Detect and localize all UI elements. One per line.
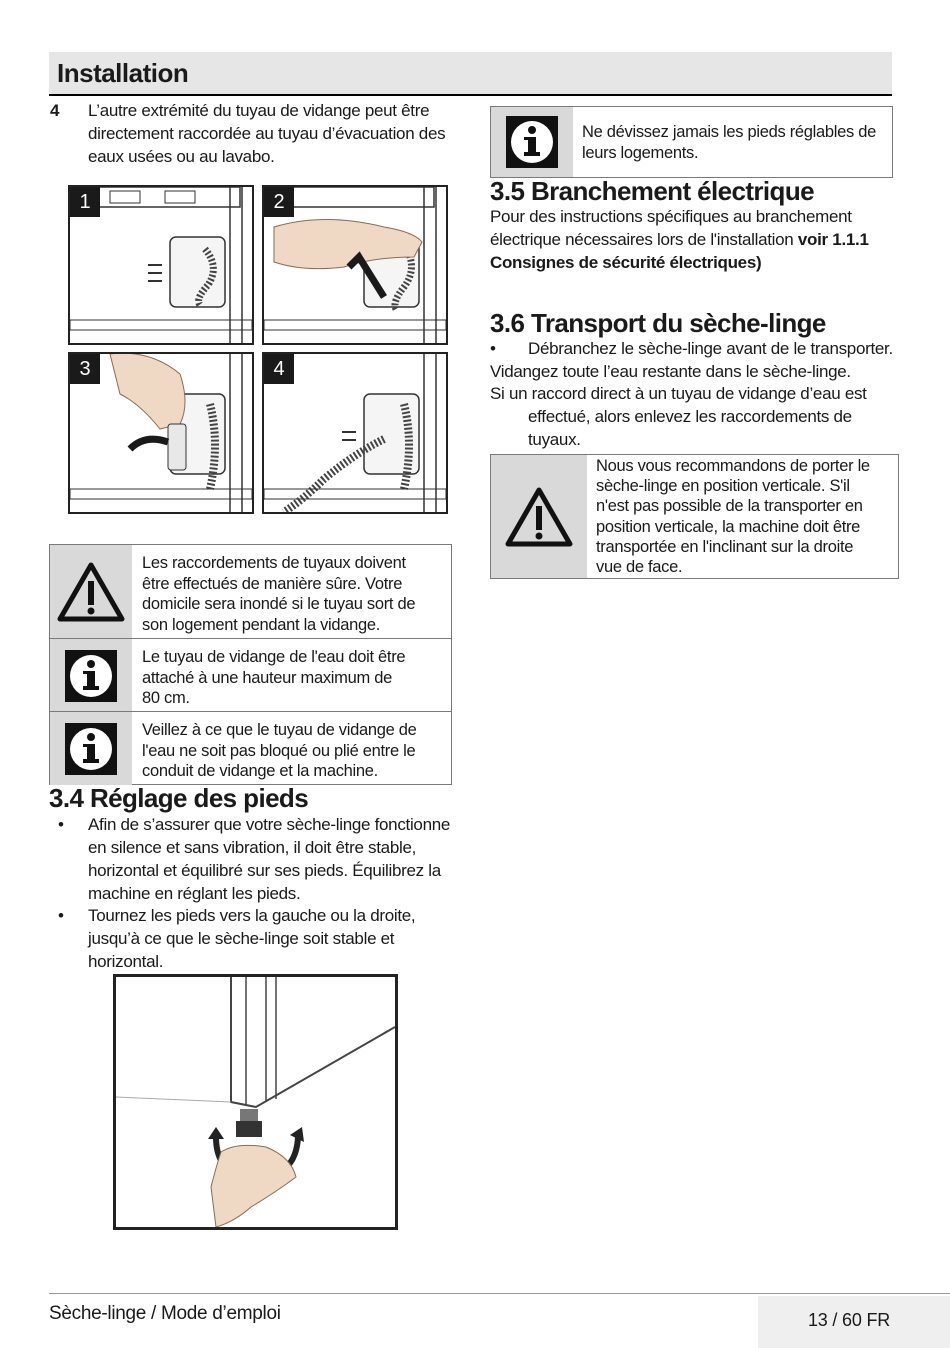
note-line: Les raccordements de tuyaux doivent <box>142 554 406 572</box>
note-line: domicile sera inondé si le tuyau sort de <box>142 595 416 613</box>
top-info-note <box>490 106 893 178</box>
info-note <box>50 711 451 785</box>
warning-note <box>50 545 451 638</box>
panel-number: 1 <box>70 187 100 217</box>
section-3-6-line-4: effectué, alors enlevez les raccordements de <box>528 407 852 426</box>
section-heading-3-5: 3.5 Branchement électrique <box>490 176 814 206</box>
note-line: être effectués de manière sûre. Votre <box>142 574 403 593</box>
bullet-1-line-2: en silence et sans vibration, il doit être stable, <box>88 838 417 857</box>
note-line: Veillez à ce que le tuyau de vidange de <box>142 721 417 739</box>
bullet-1-line-3: horizontal et équilibré sur ses pieds. Équilibrez la <box>88 861 441 880</box>
note-line: sèche-linge en position verticale. S'il <box>596 477 850 496</box>
info-icon <box>65 723 117 775</box>
info-icon <box>65 650 117 702</box>
note-line: position verticale, la machine doit être <box>596 517 861 536</box>
page-title: Installation <box>57 58 189 88</box>
icon-cell <box>491 107 573 177</box>
cross-reference-link: voir 1.1.1 <box>797 230 869 249</box>
icon-cell <box>50 712 132 785</box>
section-3-5-line-1: Pour des instructions spécifiques au branchement <box>490 207 852 226</box>
footer-divider <box>49 1293 950 1294</box>
bullet-2-line-2: jusqu’à ce que le sèche-linge soit stable et <box>88 929 395 948</box>
warning-triangle-icon <box>504 486 574 548</box>
step-text-line-2: directement raccordée au tuyau d’évacuation des <box>88 124 446 143</box>
page-number: 13 / 60 FR <box>808 1310 891 1330</box>
notes-box <box>49 544 452 785</box>
info-note <box>50 638 451 712</box>
section-3-6-line-2: Vidangez toute l’eau restante dans le sèche-linge. <box>490 362 851 381</box>
bullet-icon: • <box>58 815 64 834</box>
note-line: attaché à une hauteur maximum de <box>142 668 392 687</box>
footer-document-title: Sèche-linge / Mode d’emploi <box>49 1303 281 1324</box>
panel-number: 2 <box>264 187 294 217</box>
note-line: son logement pendant la vidange. <box>142 615 381 634</box>
info-icon <box>506 116 558 168</box>
note-line: Nous vous recommandons de porter le <box>596 457 870 475</box>
drain-hose-illustration-1 <box>68 185 254 345</box>
drain-hose-illustration-2 <box>262 185 448 345</box>
foot-adjustment-illustration <box>113 974 398 1230</box>
icon-cell <box>50 639 132 712</box>
bullet-icon: • <box>490 339 496 358</box>
note-line: Le tuyau de vidange de l'eau doit être <box>142 648 406 666</box>
section-heading-3-6: 3.6 Transport du sèche-linge <box>490 308 826 338</box>
step-text-line-3: eaux usées ou au lavabo. <box>88 147 275 166</box>
panel-number: 4 <box>264 354 294 384</box>
transport-warning-note <box>490 454 899 579</box>
drain-hose-illustration-3 <box>68 352 254 514</box>
step-number: 4 <box>50 101 60 120</box>
section-3-5-line-2 <box>490 228 869 251</box>
note-line: l'eau ne soit pas bloqué ou plié entre le <box>142 741 416 760</box>
foot-adjustment-drawing <box>116 977 395 1227</box>
section-3-5-line-3: Consignes de sécurité électriques) <box>490 253 762 272</box>
bullet-icon: • <box>58 906 64 925</box>
bullet-1-line-1: Afin de s’assurer que votre sèche-linge fonctionne <box>88 815 451 834</box>
icon-cell <box>50 545 132 638</box>
note-line: vue de face. <box>596 558 683 577</box>
note-line: conduit de vidange et la machine. <box>142 762 378 780</box>
warning-triangle-icon <box>56 561 126 623</box>
section-3-5-line-2-plain: électrique nécessaires lors de l'installation <box>490 230 798 249</box>
drain-hose-illustration-4 <box>262 352 448 514</box>
section-3-6-line-3: Si un raccord direct à un tuyau de vidange d’eau est <box>490 384 867 403</box>
step-text-line-1: L’autre extrémité du tuyau de vidange peut être <box>88 101 430 120</box>
icon-cell <box>491 455 587 578</box>
note-line: 80 cm. <box>142 689 190 707</box>
bullet-2-line-3: horizontal. <box>88 952 164 971</box>
panel-number: 3 <box>70 354 100 384</box>
note-line: n'est pas possible de la transporter en <box>596 497 863 516</box>
note-line: leurs logements. <box>582 143 699 162</box>
note-line: transportée en l'inclinant sur la droite <box>596 537 854 556</box>
section-header <box>49 52 892 96</box>
section-3-6-bullet-1: Débranchez le sèche-linge avant de le transporter. <box>528 339 893 358</box>
section-heading-3-4: 3.4 Réglage des pieds <box>49 783 309 813</box>
bullet-1-line-4: machine en réglant les pieds. <box>88 884 301 903</box>
bullet-2-line-1: Tournez les pieds vers la gauche ou la droite, <box>88 906 416 925</box>
note-line: Ne dévissez jamais les pieds réglables de <box>582 123 877 141</box>
section-3-6-line-5: tuyaux. <box>528 430 581 449</box>
